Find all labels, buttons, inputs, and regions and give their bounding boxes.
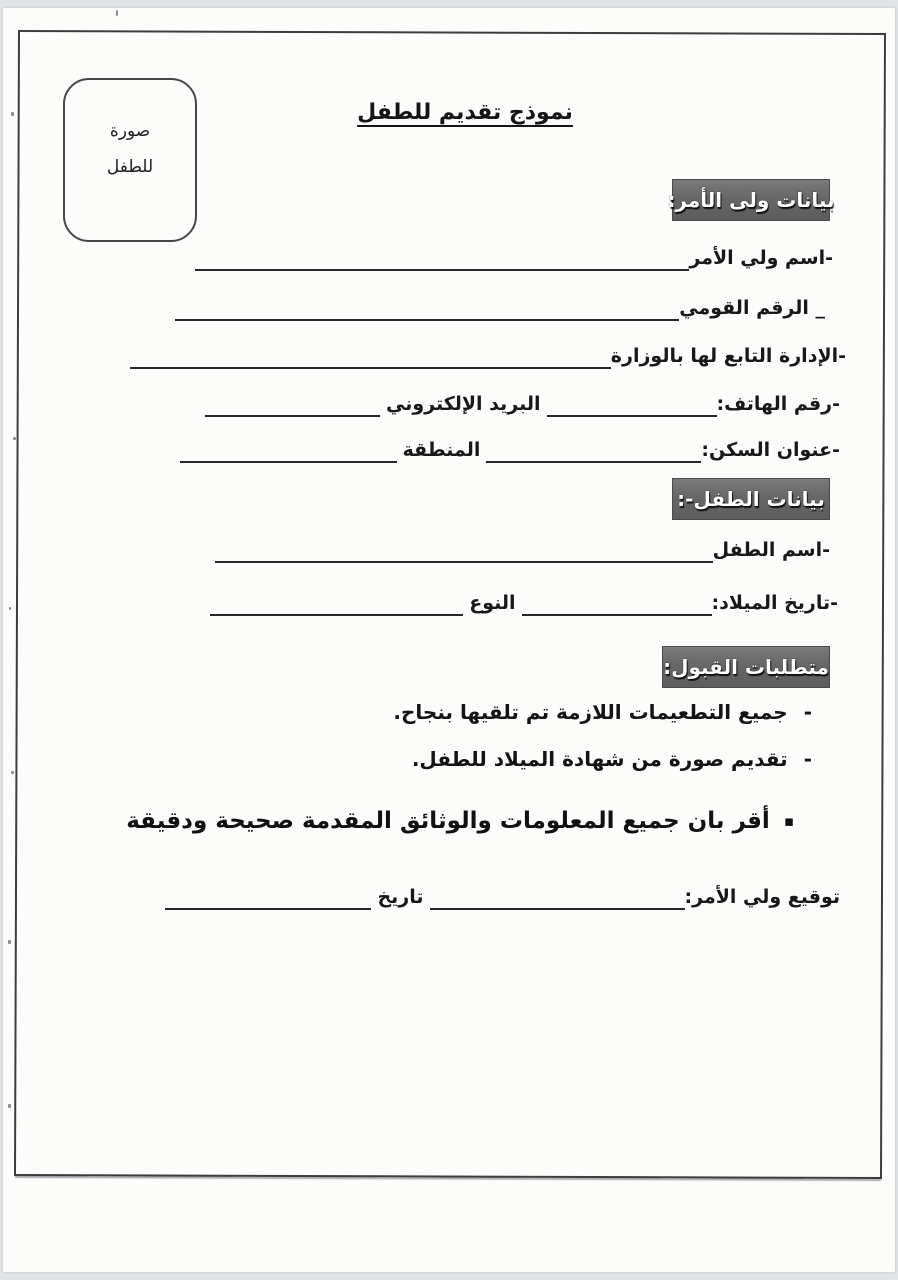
scan-artifact [9, 607, 11, 610]
child-name-label: -اسم الطفل [712, 539, 830, 561]
field-guardian-name [195, 241, 833, 271]
dash-bullet-icon: - [803, 700, 812, 724]
guardian-name-blank-line [195, 265, 689, 271]
requirements-section-header: متطلبات القبول: [662, 646, 830, 688]
field-birthdate-gender [210, 586, 838, 616]
field-national-id [175, 291, 825, 321]
requirement-text: جميع التطعيمات اللازمة تم تلقيها بنجاح. [393, 700, 788, 724]
photo-label-line2: للطفل [106, 157, 154, 177]
field-child-name [215, 533, 830, 563]
declaration-statement [100, 804, 794, 838]
dash-bullet-icon: - [803, 747, 812, 771]
email-label: البريد الإلكتروني [385, 393, 541, 415]
photo-label-line1: صورة [109, 121, 151, 141]
guardian-signature-label: توقيع ولي الأمر: [684, 886, 840, 908]
date-blank-line [165, 904, 371, 910]
scan-artifact [11, 112, 14, 116]
gender-label: النوع [469, 592, 516, 614]
email-blank-line [205, 411, 380, 417]
form-title: نموذج تقديم للطفل [357, 100, 573, 125]
signature-blank-line [430, 904, 685, 910]
square-bullet-icon: ▪ [783, 812, 794, 830]
field-address-district [180, 433, 840, 463]
scan-artifact [116, 10, 118, 16]
scan-artifact [8, 940, 11, 944]
requirement-item-vaccinations [120, 698, 812, 726]
guardian-section-header: بيانات ولى الأمر: [672, 179, 830, 221]
birth-date-blank-line [522, 610, 712, 616]
national-id-label: _ الرقم القومي [679, 297, 825, 319]
date-label: تاريخ [377, 886, 424, 908]
district-blank-line [180, 457, 397, 463]
scan-artifact [8, 1104, 11, 1108]
scan-artifact [13, 437, 16, 440]
birth-date-label: -تاريخ الميلاد: [711, 592, 838, 614]
national-id-blank-line [175, 315, 679, 321]
declaration-text: أقر بان جميع المعلومات والوثائق المقدمة صحيحة ودقيقة [126, 808, 770, 834]
field-signature-date [165, 880, 840, 910]
child-name-blank-line [215, 557, 713, 563]
address-label: -عنوان السكن: [701, 439, 840, 461]
district-label: المنطقة [402, 439, 481, 461]
address-blank-line [486, 457, 701, 463]
field-phone-email [205, 387, 840, 417]
field-department [130, 339, 846, 369]
guardian-name-label: -اسم ولي الأمر [689, 247, 833, 269]
child-section-header: بيانات الطفل-: [672, 478, 830, 520]
department-blank-line [130, 363, 611, 369]
scan-artifact [11, 771, 14, 774]
requirement-item-birth-certificate [120, 745, 812, 773]
gender-blank-line [210, 610, 463, 616]
department-label: -الإدارة التابع لها بالوزارة [610, 345, 846, 367]
requirement-text: تقديم صورة من شهادة الميلاد للطفل. [411, 747, 788, 771]
phone-label: -رقم الهاتف: [716, 393, 840, 415]
child-photo-placeholder [63, 78, 197, 242]
phone-blank-line [547, 411, 717, 417]
